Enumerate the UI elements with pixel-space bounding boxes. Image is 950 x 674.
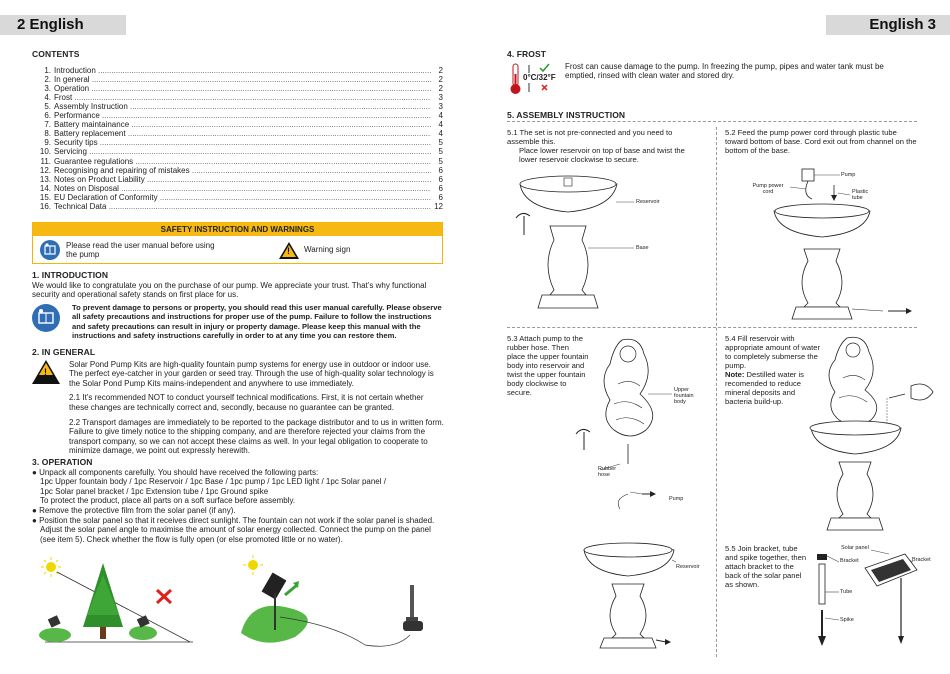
reservoir-base-illustration	[512, 170, 712, 320]
step-5-4-note-label: Note:	[725, 370, 745, 379]
contents-item	[32, 202, 443, 211]
contents-item	[32, 175, 443, 184]
spike-label: Spike	[840, 617, 854, 623]
pump-label: Pump	[669, 496, 684, 502]
operation-parts-line-1: 1pc Upper fountain body / 1pc Reservoir / 1pc Base / 1pc pump / 1pc LED light / 1pc Solar panel /	[40, 477, 386, 487]
contents-item-number: 9.	[44, 138, 51, 148]
contents-item-number: 13.	[39, 174, 51, 184]
contents-item-title: Battery replacement .....	[54, 129, 431, 138]
read-manual-icon	[40, 240, 60, 265]
contents-item-title: Battery maintainance .....	[54, 120, 431, 129]
contents-item-number: 16.	[39, 202, 51, 211]
tube-label: Tube	[840, 589, 853, 595]
contents-item-number: 7.	[44, 120, 51, 130]
solar-placement-illustration	[35, 555, 445, 655]
contents-item-number: 8.	[44, 129, 51, 139]
divider	[716, 127, 717, 657]
safety-box	[32, 222, 443, 264]
contents-item-page: 5	[438, 138, 443, 148]
general-title: 2. IN GENERAL	[32, 347, 96, 357]
contents-item-number: 15.	[39, 192, 51, 202]
step-5-1-text: 5.1 The set is not pre-connected and you need to assemble this.	[507, 128, 673, 146]
base-label: Base	[636, 245, 649, 251]
contents-item	[32, 111, 443, 120]
step-5-4-text: 5.4 Fill reservoir with appropriate amount of water to completely submerse the pump.	[725, 334, 820, 370]
frost-temperature: 0°C/32°F	[523, 73, 556, 82]
contents-item-page: 2	[438, 83, 443, 93]
contents-item	[32, 129, 443, 138]
operation-item-3: ● Position the solar panel so that it receives direct sunlight. The fountain can not work if the solar panel is shaded.	[32, 515, 435, 525]
cross-icon	[157, 590, 171, 603]
page-header-right: English 3	[826, 15, 950, 35]
contents-item-page: 12	[434, 202, 443, 211]
contents-item-page: 4	[438, 111, 443, 121]
read-manual-icon	[32, 304, 60, 335]
contents-item-page: 4	[438, 120, 443, 130]
reservoir-label: Reservoir	[636, 199, 660, 205]
frost-title: 4. FROST	[507, 49, 547, 59]
operation-parts-line-2: 1pc Solar panel bracket / 1pc Extension tube / 1pc Ground spike	[40, 486, 269, 496]
contents-item-number: 6.	[44, 111, 51, 121]
contents-item	[32, 75, 443, 84]
assembly-title: 5. ASSEMBLY INSTRUCTION	[507, 110, 626, 120]
contents-item-title: Frost .....	[54, 93, 431, 102]
check-icon	[540, 64, 549, 71]
step-5-4-note: Destilled water is recomended to reduce mineral deposits and bacteria build-up.	[725, 370, 804, 406]
cross-icon	[542, 85, 547, 90]
contents-item	[32, 138, 443, 147]
bracket-label: Bracket	[912, 557, 931, 563]
contents-item-number: 14.	[39, 183, 51, 193]
contents-item-title: In general .....	[54, 75, 431, 84]
contents-item-title: Security tips .....	[54, 138, 431, 147]
contents-item-title: EU Declaration of Conformity .....	[54, 193, 431, 202]
introduction-warning: To prevent damage to persons or property, you should read this user manual carefully. Please observe all safety precautions and instructions for proper use of the pump. Failure to follow the instructions and safety precautions can result in injury or property damage. Please keep this manual with the instructions and safety instructions carefully in order to at any time you can restore them.	[72, 302, 442, 340]
contents-item-title: Operation .....	[54, 84, 431, 93]
contents-item-title: Notes on Disposal .....	[54, 184, 431, 193]
divider	[507, 327, 917, 328]
introduction-section	[32, 271, 444, 340]
tree-icon	[83, 563, 123, 639]
contents-item-page: 5	[438, 147, 443, 157]
warning-sign-icon: !	[32, 360, 60, 384]
safety-manual-text: Please read the user manual before using the pump	[66, 241, 215, 259]
contents-item-title: Recognising and repairing of mistakes .....	[54, 166, 431, 175]
general-paragraph-1: Solar Pond Pump Kits are high-quality fountain pump systems for energy use in outdoor or indoor use. The perfect eye-catcher in your garden or seed tray. Through the use of high-quality solar technology is the Solar Pond Pump Kits mains-independent and anywhere to use immediately.	[69, 359, 434, 388]
warning-sign-label: Warning sign	[304, 245, 351, 254]
contents-item-number: 4.	[44, 92, 51, 102]
contents-title: CONTENTS	[32, 49, 80, 59]
contents-item-page: 6	[438, 165, 443, 175]
contents-item	[32, 84, 443, 93]
operation-item-3-line-2: Adjust the solar panel angle to maximise the amount of solar energy collected. Connect the pump on the panel	[40, 525, 431, 535]
sun-icon	[41, 557, 61, 577]
power-cord-illustration	[768, 165, 918, 325]
contents-item	[32, 193, 443, 202]
step-5-5-text: 5.5 Join bracket, tube and spike together, then attach bracket to the back of the solar panel as shown.	[725, 544, 807, 589]
contents-item-page: 6	[438, 183, 443, 193]
operation-section	[32, 458, 444, 544]
contents-item	[32, 93, 443, 102]
contents-item-title: Performance .....	[54, 111, 431, 120]
pump-power-cord-label: Pump power cord	[752, 183, 784, 195]
upper-fountain-body-label: Upper fountain body	[674, 387, 694, 405]
rubber-hose-label: Rubber hose	[598, 466, 617, 478]
contents-section	[32, 50, 443, 211]
contents-item-number: 3.	[44, 83, 51, 93]
contents-item	[32, 120, 443, 129]
operation-item-3-line-3: (see item 5). Check whether the flow is fully open (or else promoted little or no water).	[40, 534, 343, 544]
general-paragraph-3: 2.2 Transport damages are immediately to be reported to the package distributor and to us in written form. Failure to give timely notice to the shipping company, and are therefore rejected your claims from the transport company, so we can not accept these claims as well. In your legal obligation to cooperate to minimize damage, we point out expressly herewith.	[69, 417, 444, 456]
fill-reservoir-illustration	[805, 334, 945, 534]
contents-item-number: 11.	[40, 156, 51, 166]
page-header-left: 2 English	[0, 15, 126, 35]
contents-item-page: 2	[438, 65, 443, 75]
reservoir-label: Reservoir	[676, 564, 700, 570]
contents-item-number: 2.	[44, 74, 51, 84]
contents-item-page: 6	[438, 192, 443, 202]
pump-label: Pump	[841, 172, 856, 178]
contents-item	[32, 102, 443, 111]
step-5-3-text: 5.3 Attach pump to the rubber hose. Then place the upper fountain body into reservoir and twist the upper fountain body clockwise to secure.	[507, 334, 589, 397]
general-section	[32, 348, 444, 456]
step-5-1-text-2: Place lower reservoir on top of base and twist the lower reservoir clockwise to secure.	[519, 146, 685, 164]
warning-sign-icon: !	[279, 242, 299, 259]
upper-fountain-illustration	[570, 334, 710, 654]
contents-item-page: 3	[438, 101, 443, 111]
introduction-title: 1. INTRODUCTION	[32, 270, 109, 280]
contents-item-title: Guarantee regulations .....	[54, 157, 431, 166]
contents-item-page: 5	[438, 156, 443, 166]
operation-item-1: ● Unpack all components carefully. You should have received the following parts:	[32, 467, 319, 477]
plastic-tube-label: Plastic tube	[852, 189, 869, 201]
contents-list	[32, 66, 443, 212]
contents-item-page: 3	[438, 92, 443, 102]
contents-item-title: Servicing .....	[54, 147, 431, 156]
contents-item-number: 12.	[39, 165, 51, 175]
contents-item-title: Assembly Instruction .....	[54, 102, 431, 111]
operation-title: 3. OPERATION	[32, 457, 93, 467]
divider	[507, 121, 917, 122]
general-paragraph-2: 2.1 It’s recommended NOT to conduct yourself technical modifications. First, it is not certain whether these changes are technically correct and, secondly, because no guarantee can be granted.	[69, 393, 424, 412]
operation-item-2: ● Remove the protective film from the solar panel (if any).	[32, 505, 236, 515]
contents-item	[32, 166, 443, 175]
contents-item-page: 2	[438, 74, 443, 84]
contents-item-page: 4	[438, 129, 443, 139]
step-5-1	[507, 128, 702, 164]
contents-item-page: 6	[438, 174, 443, 184]
contents-item	[32, 66, 443, 75]
introduction-text: We would like to congratulate you on the purchase of our pump. We appreciate your trust. That’s why functional security and operational safety stands on first place for us.	[32, 280, 427, 300]
solar-panel-label: Solar panel	[841, 545, 869, 551]
operation-note: To protect the product, place all parts on a soft surface before assembly.	[40, 496, 296, 506]
contents-item-title: Technical Data .....	[54, 202, 431, 211]
contents-item-title: Notes on Product Liability .....	[54, 175, 431, 184]
frost-text: Frost can cause damage to the pump. In freezing the pump, pipes and water tank must be emptied, rinsed with clean water and stored dry.	[565, 61, 884, 81]
sun-icon	[243, 555, 263, 575]
bracket-label: Bracket	[840, 558, 859, 564]
contents-item-number: 10.	[39, 147, 51, 157]
frost-section	[507, 50, 917, 81]
contents-item-number: 1.	[44, 65, 51, 75]
contents-item	[32, 184, 443, 193]
step-5-2-text: 5.2 Feed the pump power cord through plastic tube toward bottom of base. Cord exit out from channel on the bottom of the base.	[725, 128, 917, 155]
contents-item	[32, 147, 443, 156]
contents-item	[32, 157, 443, 166]
contents-item-number: 5.	[44, 101, 51, 111]
contents-item-title: Introduction .....	[54, 66, 431, 75]
safety-title: SAFETY INSTRUCTION AND WARNINGS	[33, 223, 442, 236]
